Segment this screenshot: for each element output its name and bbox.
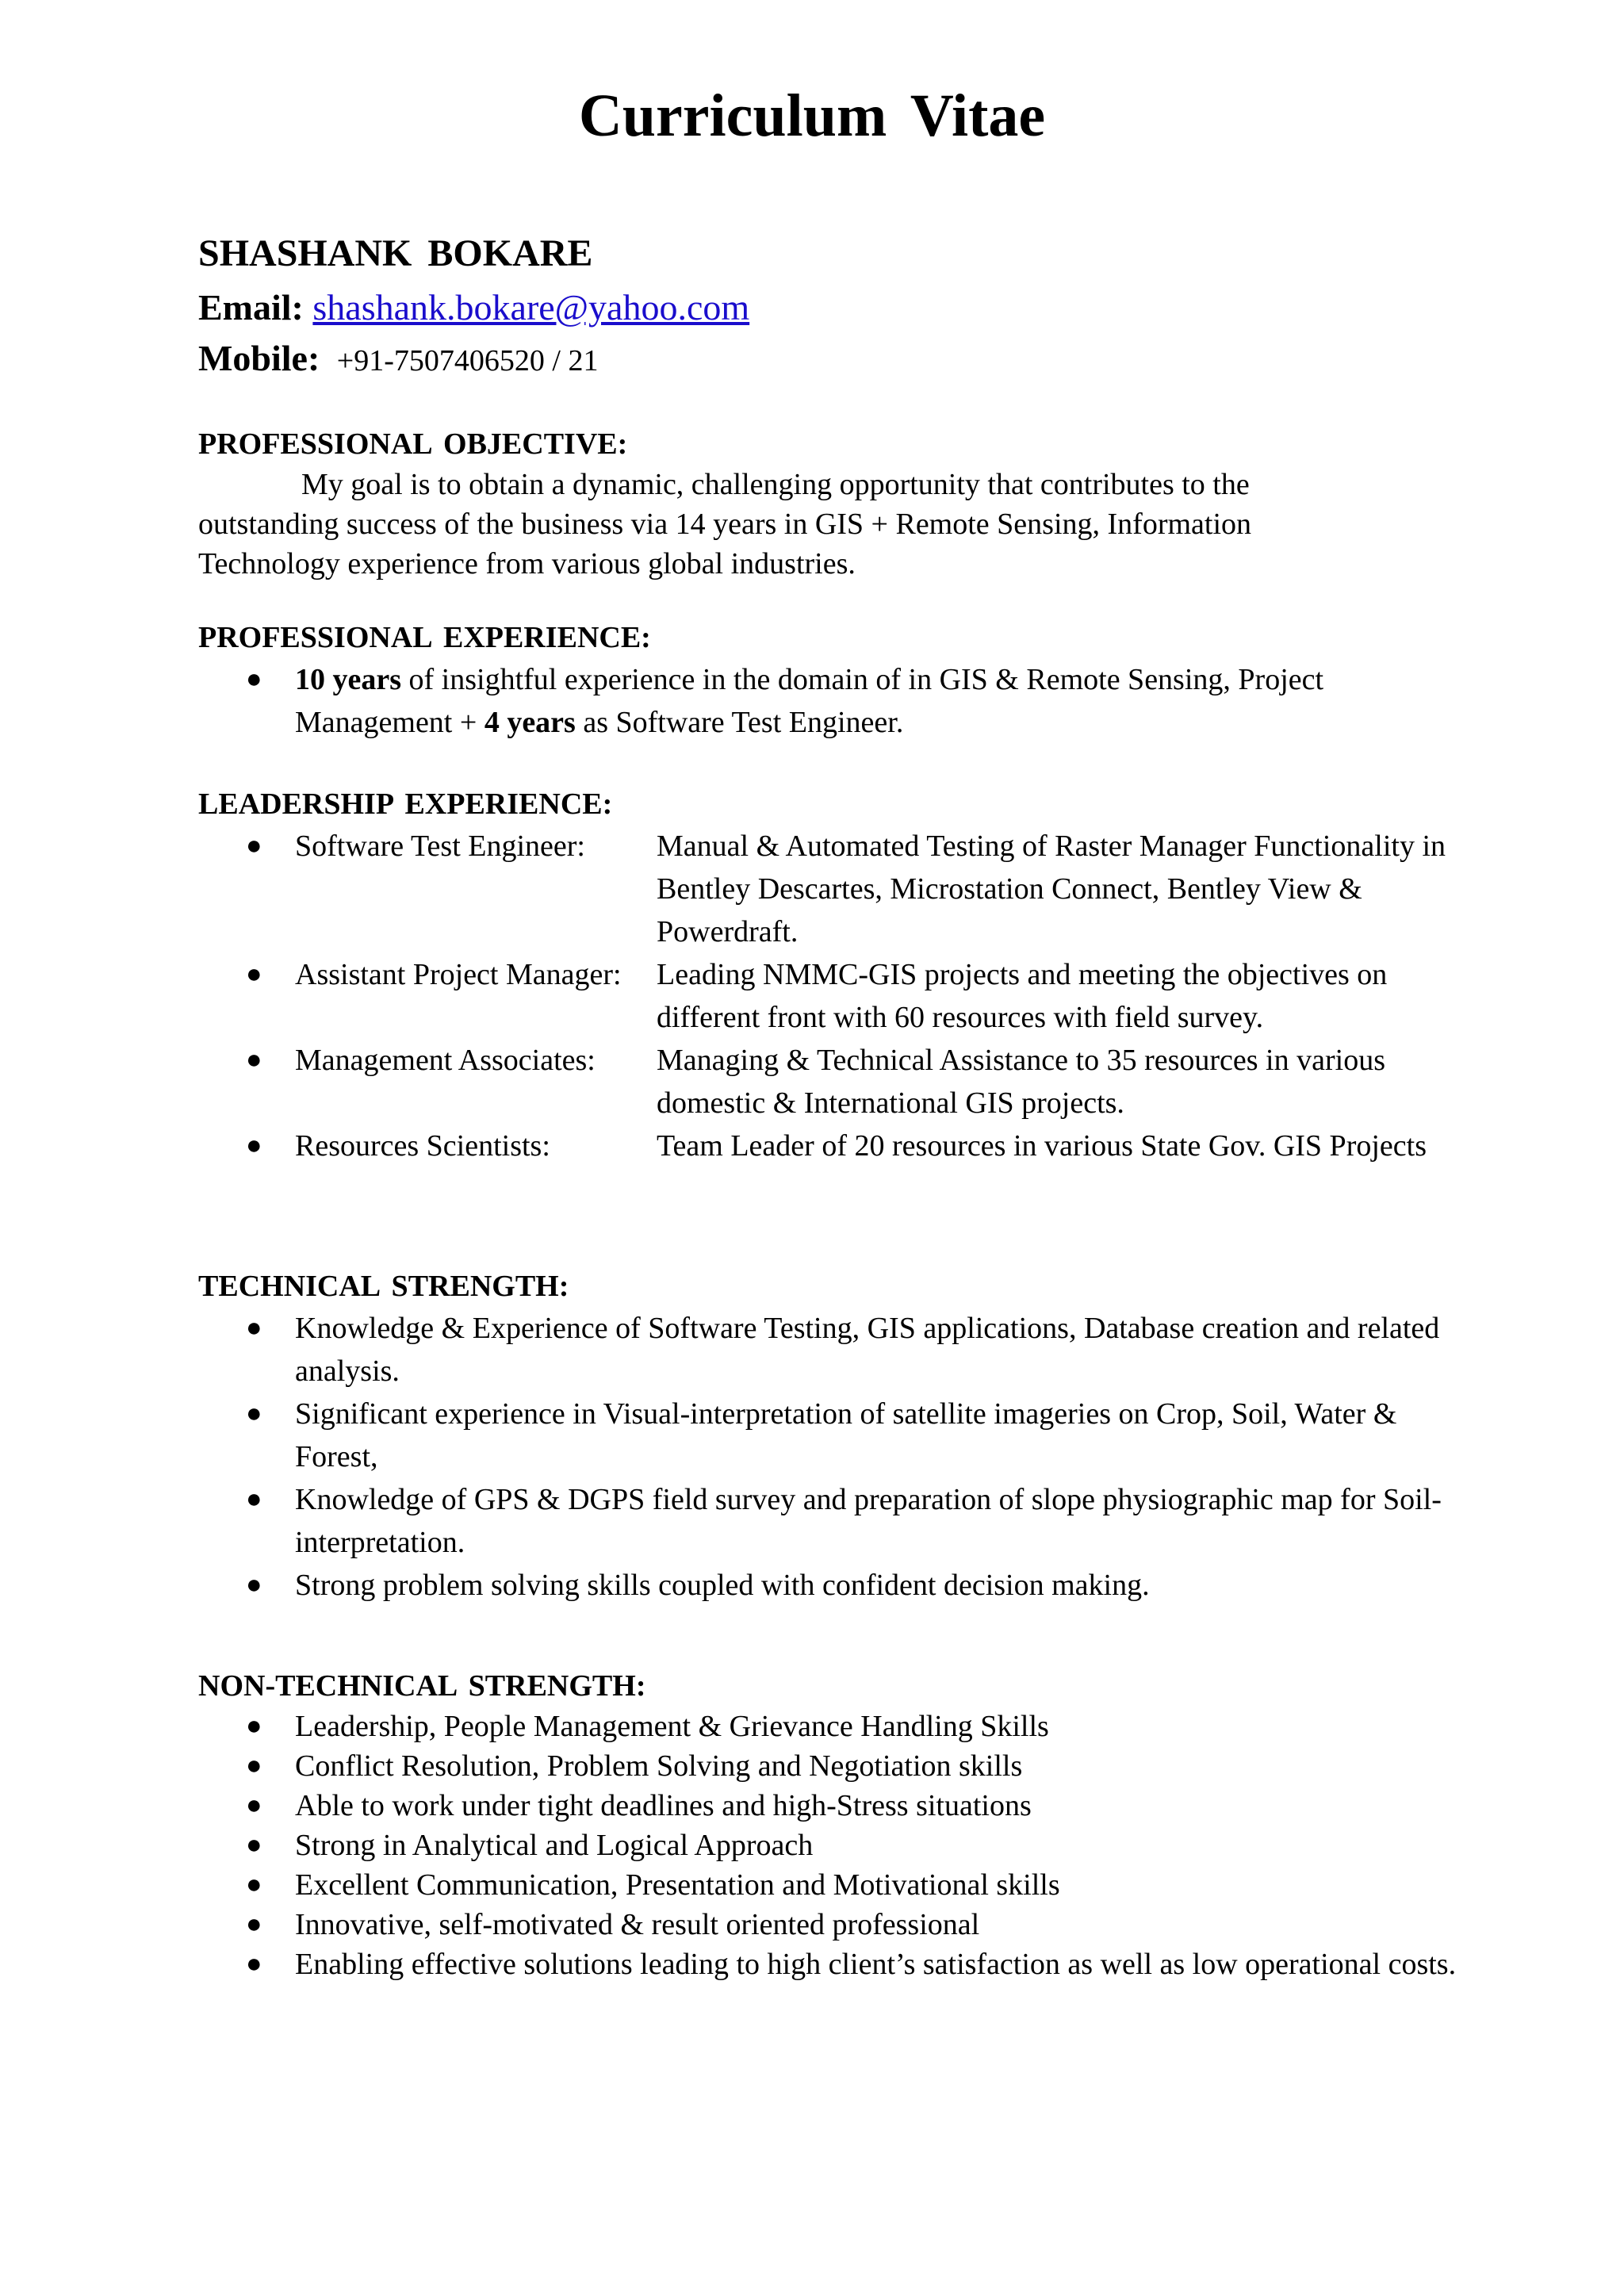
- list-item: [198, 953, 1459, 1039]
- list-item: [198, 1478, 1459, 1564]
- list-item-text: Strong problem solving skills coupled with confident decision making.: [295, 1569, 1150, 1602]
- document-title: Curriculum Vitae: [578, 82, 1046, 149]
- list-item: [198, 658, 1459, 744]
- bullet-icon: ●: [246, 1313, 262, 1343]
- bullet-icon: ●: [246, 831, 262, 860]
- list-item-text: Strong in Analytical and Logical Approach: [295, 1829, 814, 1862]
- list-item: [198, 1865, 1459, 1905]
- list-item: [198, 1746, 1459, 1786]
- list-item: [198, 1039, 1459, 1125]
- list-item-text: Leadership, People Management & Grievance Handling Skills: [295, 1710, 1049, 1743]
- objective-text: My goal is to obtain a dynamic, challenging opportunity that contributes to the outstanding success of the business via 14 years in GIS + Remote Sensing, Information Technology experience from various global industries.: [198, 468, 1252, 580]
- list-item: [198, 1125, 1459, 1167]
- list-item-text: Knowledge of GPS & DGPS field survey and preparation of slope physiographic map for Soil-interpretation.: [295, 1483, 1442, 1559]
- mobile-value: +91-7507406520 / 21: [336, 344, 599, 377]
- role-name: Software Test Engineer:: [295, 829, 585, 863]
- role-description: Team Leader of 20 resources in various State Gov. GIS Projects: [657, 1129, 1427, 1163]
- list-item-text: Significant experience in Visual-interpretation of satellite imageries on Crop, Soil, Water & Forest,: [295, 1397, 1397, 1473]
- bullet-icon: ●: [246, 665, 262, 694]
- bullet-icon: ●: [246, 1045, 262, 1075]
- experience-text-2: as Software Test Engineer.: [575, 706, 904, 739]
- bullet-icon: ●: [246, 1870, 262, 1899]
- experience-section: [198, 617, 1459, 744]
- experience-years-gis: 10 years: [295, 663, 402, 696]
- list-item: [198, 1826, 1459, 1865]
- contact-header: [198, 225, 749, 386]
- technical-section: [198, 1266, 1459, 1607]
- leadership-list: [198, 825, 1459, 1167]
- role-description: Manual & Automated Testing of Raster Manager Functionality in Bentley Descartes, Microstation Connect, Bentley View & Powerdraft.: [657, 829, 1446, 948]
- list-item: [198, 1707, 1459, 1746]
- role-name: Assistant Project Manager:: [295, 958, 622, 991]
- nontechnical-heading: NON-TECHNICAL STRENGTH:: [198, 1669, 646, 1703]
- role-description: Managing & Technical Assistance to 35 resources in various domestic & International GIS projects.: [657, 1044, 1385, 1120]
- mobile-label: Mobile:: [198, 338, 320, 378]
- experience-years-test: 4 years: [484, 706, 576, 739]
- bullet-icon: ●: [246, 1830, 262, 1860]
- objective-heading: PROFESSIONAL OBJECTIVE:: [198, 427, 628, 461]
- list-item-text: Innovative, self-motivated & result oriented professional: [295, 1908, 980, 1941]
- bullet-icon: ●: [246, 1949, 262, 1979]
- technical-heading: TECHNICAL STRENGTH:: [198, 1270, 569, 1303]
- list-item: [198, 1307, 1459, 1393]
- role-name: Resources Scientists:: [295, 1129, 550, 1163]
- mobile-row: [198, 333, 749, 386]
- role-description: Leading NMMC-GIS projects and meeting the objectives on different front with 60 resources with field survey.: [657, 958, 1388, 1034]
- bullet-icon: ●: [246, 960, 262, 989]
- list-item-text: Enabling effective solutions leading to high client’s satisfaction as well as low operational costs.: [295, 1948, 1457, 1981]
- list-item-text: Conflict Resolution, Problem Solving and Negotiation skills: [295, 1749, 1023, 1783]
- list-item: [198, 825, 1459, 953]
- bullet-icon: ●: [246, 1711, 262, 1741]
- bullet-icon: ●: [246, 1570, 262, 1600]
- list-item: [198, 1393, 1459, 1478]
- technical-list: [198, 1307, 1459, 1607]
- experience-list: [198, 658, 1459, 744]
- experience-heading: PROFESSIONAL EXPERIENCE:: [198, 621, 651, 654]
- email-row: [198, 282, 749, 333]
- nontechnical-section: [198, 1665, 1459, 1984]
- list-item: [198, 1564, 1459, 1607]
- list-item: [198, 1905, 1459, 1944]
- bullet-icon: ●: [246, 1751, 262, 1780]
- leadership-section: [198, 784, 1459, 1167]
- bullet-icon: ●: [246, 1399, 262, 1428]
- bullet-icon: ●: [246, 1131, 262, 1160]
- email-link[interactable]: shashank.bokare@yahoo.com: [312, 287, 750, 328]
- nontechnical-list: [198, 1707, 1459, 1984]
- list-item: [198, 1944, 1459, 1984]
- role-name: Management Associates:: [295, 1044, 596, 1077]
- experience-text-1: of insightful experience in the domain of in GIS & Remote Sensing, Project Management +: [295, 663, 1324, 739]
- bullet-icon: ●: [246, 1910, 262, 1939]
- leadership-heading: LEADERSHIP EXPERIENCE:: [198, 787, 613, 821]
- objective-section: [198, 423, 1459, 584]
- list-item-text: Excellent Communication, Presentation and Motivational skills: [295, 1868, 1060, 1902]
- bullet-icon: ●: [246, 1791, 262, 1820]
- candidate-name: SHASHANK BOKARE: [198, 232, 593, 274]
- bullet-icon: ●: [246, 1485, 262, 1514]
- list-item: [198, 1786, 1459, 1826]
- email-label: Email:: [198, 287, 304, 328]
- list-item-text: Knowledge & Experience of Software Testing, GIS applications, Database creation and related analysis.: [295, 1312, 1440, 1388]
- list-item-text: Able to work under tight deadlines and high-Stress situations: [295, 1789, 1032, 1822]
